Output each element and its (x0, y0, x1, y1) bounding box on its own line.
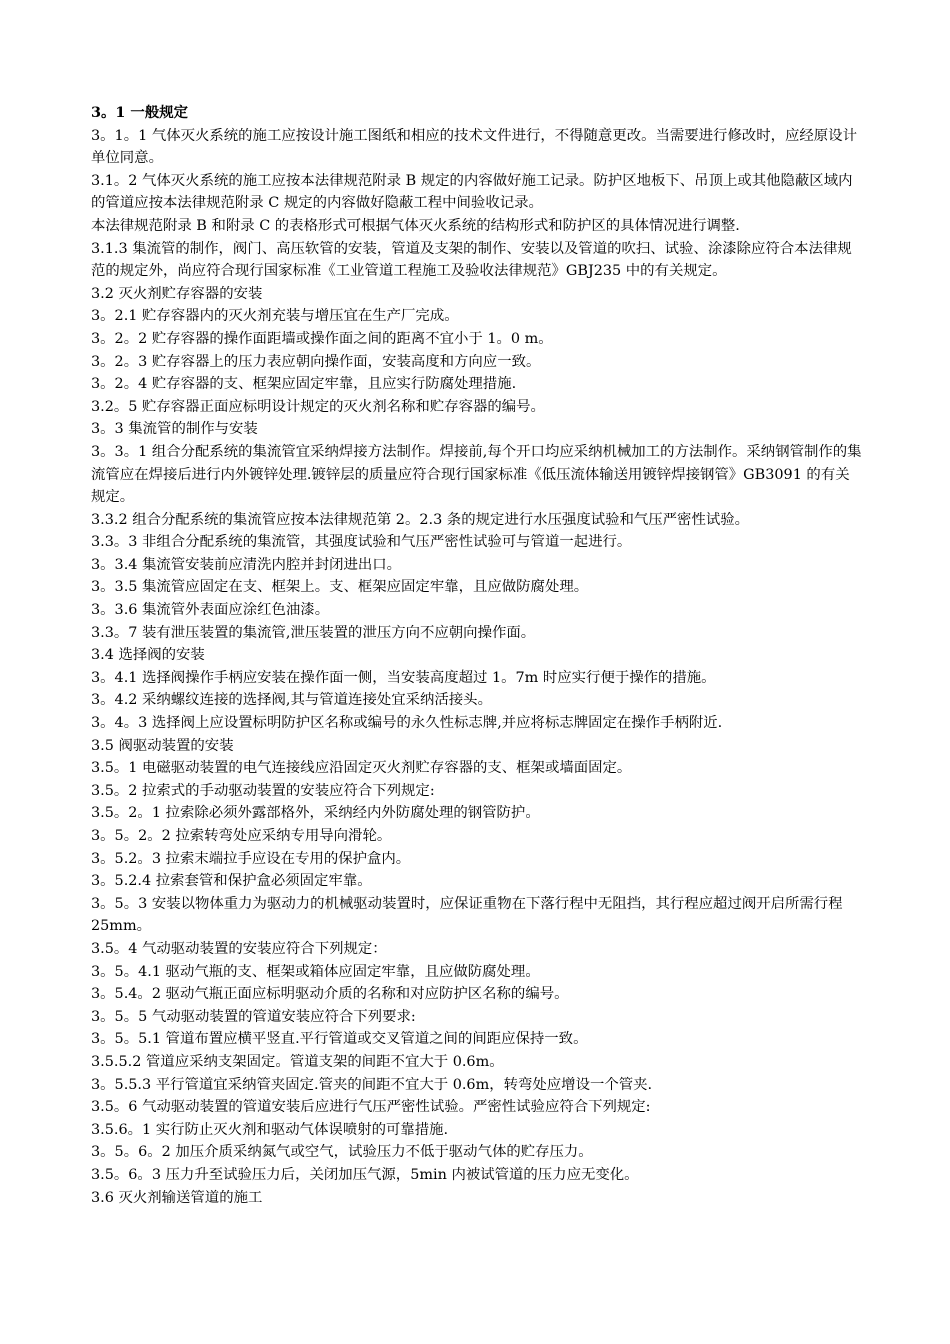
clause-3-5-5-3: 3。5.5.3 平行管道宜采纳管夹固定.管夹的间距不宜大于 0.6m，转弯处应增设一个管夹. (91, 1076, 653, 1093)
clause-3-5-2: 3.5。2 拉索式的手动驱动装置的安装应符合下列规定: (91, 782, 435, 799)
section-heading-3-4: 3.4 选择阀的安装 (91, 647, 205, 664)
clause-3-5-2-1: 3.5。2。1 拉索除必须外露部格外，采纳经内外防腐处理的钢管防护。 (91, 805, 540, 822)
clause-3-5-4-2: 3。5.4。2 驱动气瓶正面应标明驱动介质的名称和对应防护区名称的编号。 (91, 986, 569, 1003)
clause-3-5-6: 3.5。6 气动驱动装置的管道安装后应进行气压严密性试验。严密性试验应符合下列规定: (91, 1099, 651, 1116)
clause-3-5-2-4: 3。5.2.4 拉索套管和保护盒必须固定牢靠。 (91, 873, 372, 890)
clause-3-5-4: 3.5。4 气动驱动装置的安装应符合下列规定： (91, 940, 387, 957)
section-heading-3-1: 3。1 一般规定 (91, 104, 188, 121)
clause-3-3-5: 3。3.5 集流管应固定在支、框架上。支、框架应固定牢靠，且应做防腐处理。 (91, 579, 589, 596)
section-heading-3-3: 3。3 集流管的制作与安装 (91, 421, 258, 438)
clause-3-5-4-1: 3。5。4.1 驱动气瓶的支、框架或箱体应固定牢靠，且应做防腐处理。 (91, 963, 540, 980)
clause-3-2-3: 3。2。3 贮存容器上的压力表应朝向操作面，安装高度和方向应一致。 (91, 353, 541, 370)
clause-3-3-7: 3.3。7 装有泄压装置的集流管,泄压装置的泄压方向不应朝向操作面。 (91, 624, 536, 641)
clause-3-5-6-1: 3.5.6。1 实行防止灭火剂和驱动气体误喷射的可靠措施. (91, 1121, 449, 1138)
clause-3-2-4: 3。2。4 贮存容器的支、框架应固定牢靠，且应实行防腐处理措施. (91, 376, 517, 393)
clause-3-1-1: 3。1。1 气体灭火系统的施工应按设计施工图纸和相应的技术文件进行，不得随意更改。当需要进行修改时，应经原设计单位同意。 (91, 127, 857, 167)
clause-3-4-1: 3。4.1 选择阀操作手柄应安装在操作面一侧，当安装高度超过 1。7m 时应实行便于操作的措施。 (91, 669, 716, 686)
clause-3-3-4: 3。3.4 集流管安装前应清洗内腔并封闭进出口。 (91, 556, 402, 573)
clause-3-5-3: 3。5。3 安装以物体重力为驱动力的机械驱动装置时，应保证重物在下落行程中无阻挡，其行程应超过阀开启所需行程 25mm。 (91, 895, 843, 935)
clause-3-5-2-2: 3。5。2。2 拉索转弯处应采纳专用导向滑轮。 (91, 828, 392, 844)
clause-3-5-5-2: 3.5.5.2 管道应采纳支架固定。管道支架的间距不宜大于 0.6m。 (91, 1053, 504, 1070)
section-heading-3-6: 3.6 灭火剂输送管道的施工 (91, 1189, 263, 1206)
clause-3-2-1: 3。2.1 贮存容器内的灭火剂充装与增压宜在生产厂完成。 (91, 308, 459, 325)
clause-3-4-3: 3。4。3 选择阀上应设置标明防护区名称或编号的永久性标志牌,并应将标志牌固定在操作手柄附近. (91, 715, 723, 732)
clause-3-3-6: 3。3.6 集流管外表面应涂红色油漆。 (91, 602, 330, 619)
clause-3-1-2: 3.1。2 气体灭火系统的施工应按本法律规范附录 B 规定的内容做好施工记录。防护区地板下、吊顶上或其他隐蔽区域内的管道应按本法律规范附录 C 规定的内容做好隐蔽工程中间验收记录。 (91, 172, 853, 212)
clause-3-5-1: 3.5。1 电磁驱动装置的电气连接线应沿固定灭火剂贮存容器的支、框架或墙面固定。 (91, 760, 632, 777)
clause-3-5-5-1: 3。5。5.1 管道布置应横平竖直.平行管道或交叉管道之间的间距应保持一致。 (91, 1031, 588, 1048)
clause-3-2-5: 3.2。5 贮存容器正面应标明设计规定的灭火剂名称和贮存容器的编号。 (91, 398, 545, 415)
clause-3-3-3: 3.3。3 非组合分配系统的集流管，其强度试验和气压严密性试验可与管道一起进行。 (91, 534, 632, 551)
clause-3-1-3: 3.1.3 集流管的制作，阀门、高压软管的安装，管道及支架的制作、安装以及管道的吹扫、试验、涂漆除应符合本法律规范的规定外，尚应符合现行国家标准《工业管道工程施工及验收法律规范》GBJ235 中的有关规定。 (91, 240, 852, 280)
clause-3-5-6-2: 3。5。6。2 加压介质采纳氮气或空气，试验压力不低于驱动气体的贮存压力。 (91, 1144, 593, 1161)
clause-3-4-2: 3。4.2 采纳螺纹连接的选择阀,其与管道连接处宜采纳活接头。 (91, 692, 492, 709)
clause-3-2-2: 3。2。2 贮存容器的操作面距墙或操作面之间的距离不宜小于 1。0 m。 (91, 330, 553, 347)
section-heading-3-5: 3.5 阀驱动装置的安装 (91, 737, 234, 754)
clause-3-1-2-note: 本法律规范附录 B 和附录 C 的表格形式可根据气体灭火系统的结构形式和防护区的具体情况进行调整. (91, 217, 740, 234)
clause-3-5-5: 3。5。5 气动驱动装置的管道安装应符合下列要求: (91, 1008, 416, 1025)
section-heading-3-2: 3.2 灭火剂贮存容器的安装 (91, 285, 263, 302)
clause-3-3-1: 3。3。1 组合分配系统的集流管宜采纳焊接方法制作。焊接前,每个开口均应采纳机械加工的方法制作。采纳钢管制作的集流管应在焊接后进行内外镀锌处理.镀锌层的质量应符合现行国家标准《低压流体输送用镀锌焊接钢管》GB3091 的有关规定。 (91, 443, 862, 506)
clause-3-5-6-3: 3.5。6。3 压力升至试验压力后，关闭加压气源，5min 内被试管道的压力应无变化。 (91, 1166, 639, 1183)
clause-3-5-2-3: 3。5.2。3 拉索末端拉手应设在专用的保护盒内。 (91, 850, 411, 867)
clause-3-3-2: 3.3.2 组合分配系统的集流管应按本法律规范第 2。2.3 条的规定进行水压强度试验和气压严密性试验。 (91, 511, 750, 528)
